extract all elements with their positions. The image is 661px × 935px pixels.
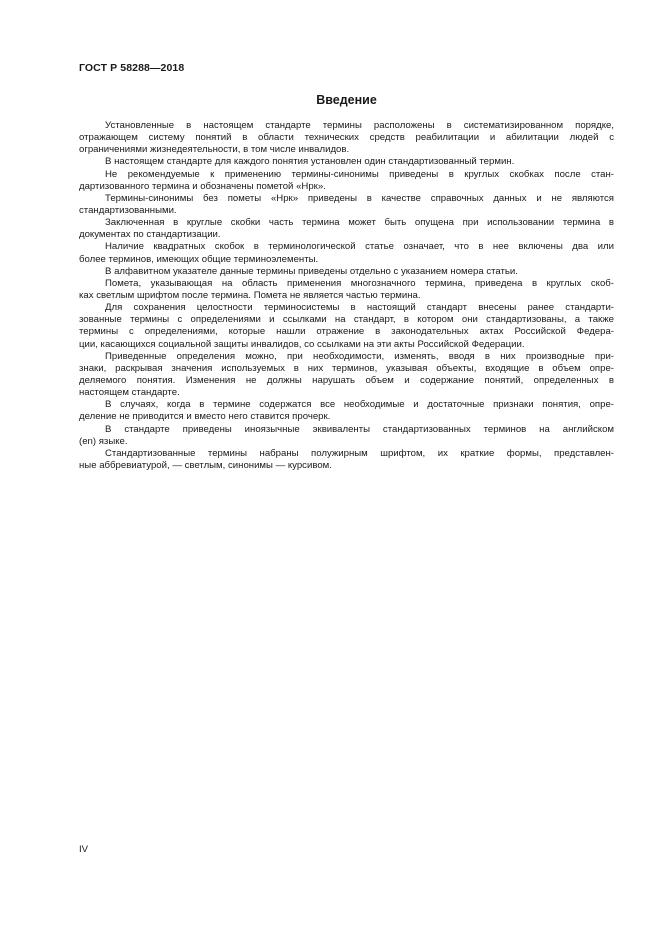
paragraph-line: Установленные в настоящем стандарте термины расположены в систематизированном порядке,: [105, 120, 614, 131]
body-text: [79, 120, 614, 472]
paragraph: [79, 351, 614, 400]
paragraph-line: Заключенная в круглые скобки часть термина может быть опущена при использовании термина в: [105, 217, 614, 229]
paragraph-line: более терминов, имеющих общие терминоэлементы.: [79, 253, 319, 265]
paragraph-line: ках светлым шрифтом после термина. Помета не является частью термина.: [79, 289, 421, 301]
paragraph-line: деляемого понятия. Изменения не должны нарушать объем и содержание понятий, определенных в: [79, 374, 614, 386]
paragraph-line: ограничениями жизнедеятельности, в том числе инвалидов.: [79, 144, 350, 156]
paragraph: [79, 448, 614, 472]
paragraph-line: Не рекомендуемые к применению термины-синонимы приведены в круглых скобках после стан-: [105, 168, 614, 180]
paragraph-line: термины с определениями, которые нашли отражение в законодательных актах Российской Федера-: [79, 326, 614, 338]
paragraph-line: Термины-синонимы без пометы «Нрк» приведены в качестве справочных данных и не являются: [105, 192, 614, 204]
paragraph-line: (en) языке.: [79, 435, 128, 447]
paragraph: [79, 193, 614, 217]
paragraph-line: знаки, раскрывая значения используемых в них терминов, указывая объекты, входящие в объем опре-: [79, 362, 614, 374]
paragraph: [79, 120, 614, 156]
paragraph: [79, 217, 614, 241]
paragraph-line: зованные термины с определениями и ссылками на стандарт, в котором они стандартизованы, а также: [79, 314, 614, 326]
paragraph-line: ции, касающихся социальной защиты инвалидов, со ссылками на эти акты Российской Федерации.: [79, 338, 525, 350]
paragraph-line: В алфавитном указателе данные термины приведены отдельно с указанием номера статьи.: [105, 265, 518, 277]
paragraph-line: Стандартизованные термины набраны полужирным шрифтом, их краткие формы, представлен-: [105, 447, 614, 459]
paragraph-line: В стандарте приведены иноязычные эквиваленты стандартизованных терминов на английском: [105, 423, 614, 435]
paragraph-line: дартизованного термина и обозначены пометой «Нрк».: [79, 180, 326, 192]
paragraph: [79, 241, 614, 265]
paragraph: [79, 278, 614, 302]
paragraph-line: деление не приводится и вместо него ставится прочерк.: [79, 411, 331, 423]
paragraph-line: В настоящем стандарте для каждого понятия установлен один стандартизованный термин.: [105, 156, 515, 168]
paragraph-line: настоящем стандарте.: [79, 387, 180, 399]
paragraph: [79, 424, 614, 448]
paragraph: [79, 302, 614, 351]
paragraph-line: Помета, указывающая на область применения многозначного термина, приведена в круглых скоб-: [105, 277, 614, 289]
paragraph-line: Для сохранения целостности терминосистемы в настоящий стандарт внесены ранее стандарти-: [105, 302, 614, 314]
paragraph-line: Приведенные определения можно, при необходимости, изменять, вводя в них производные при-: [105, 350, 614, 362]
paragraph-line: Наличие квадратных скобок в терминологической статье означает, что в нее включены два или: [105, 241, 614, 253]
section-title: Введение: [316, 93, 377, 107]
page-number: IV: [79, 844, 89, 855]
paragraph: [79, 266, 614, 278]
paragraph-line: В случаях, когда в термине содержатся все необходимые и достаточные признаки понятия, опре-: [105, 399, 614, 411]
standard-code-header: ГОСТ Р 58288—2018: [79, 62, 185, 74]
paragraph-line: ные аббревиатурой, — светлым, синонимы — курсивом.: [79, 459, 332, 471]
paragraph-line: документах по стандартизации.: [79, 229, 221, 241]
paragraph-line: стандартизованными.: [79, 204, 177, 216]
paragraph: [79, 156, 614, 168]
paragraph-line: отражающем систему понятий в области технических средств реабилитации и абилитации людей с: [79, 132, 614, 144]
paragraph: [79, 169, 614, 193]
paragraph: [79, 399, 614, 423]
